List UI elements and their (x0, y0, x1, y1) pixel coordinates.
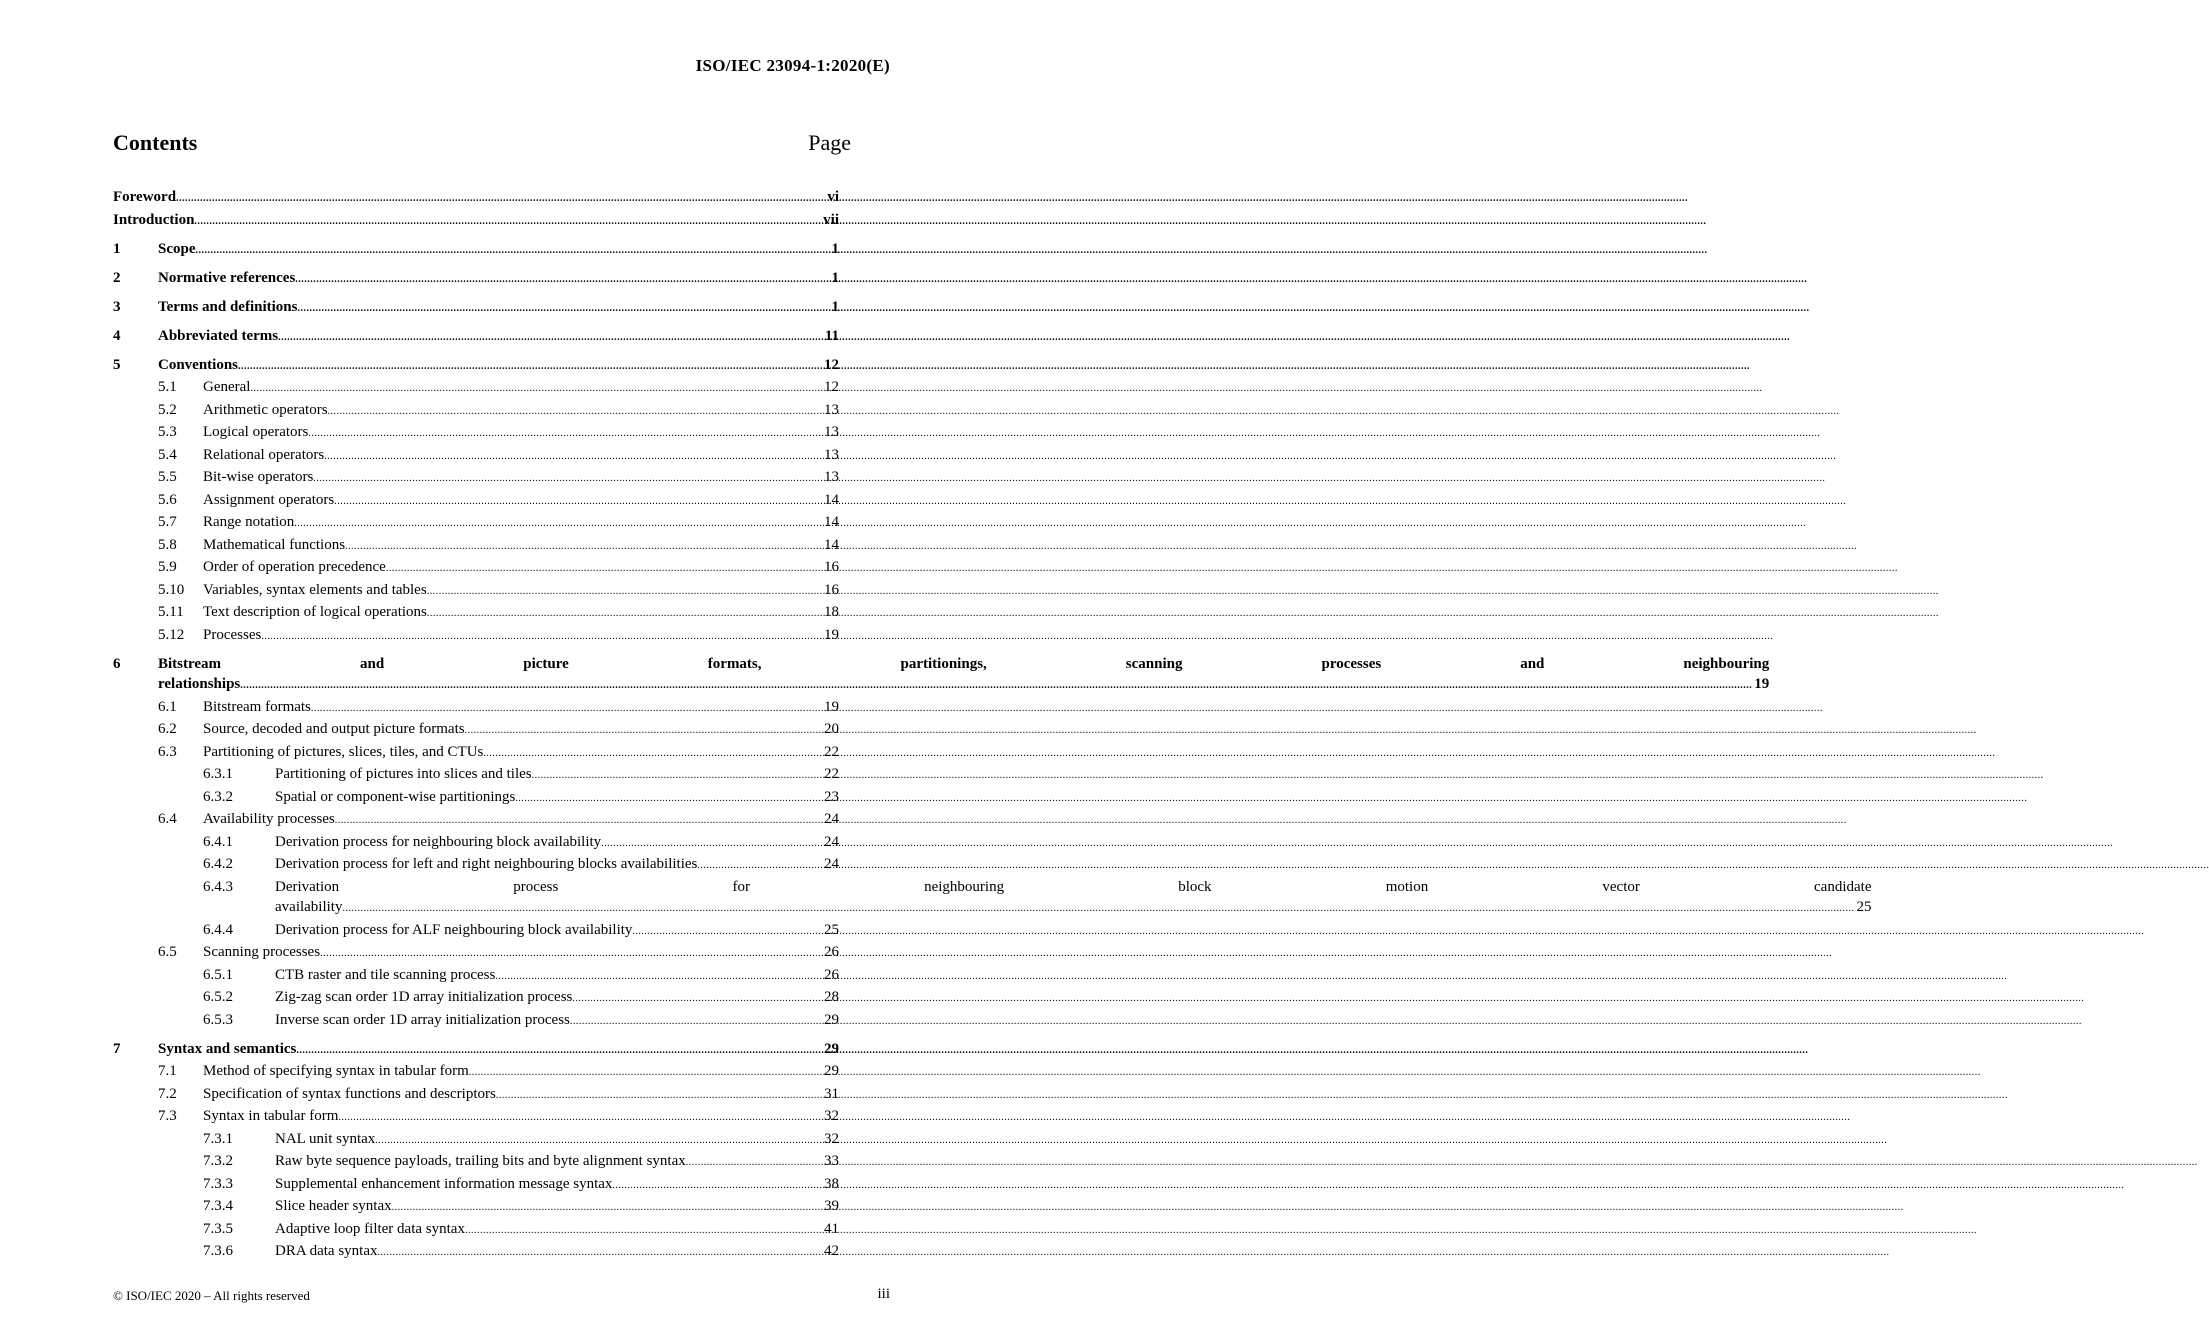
toc-entry[interactable] (113, 987, 839, 1010)
toc-entry-page: 38 (824, 1175, 839, 1192)
toc-entry-page: 12 (824, 379, 839, 395)
toc-entry-number: 7.3.5 (203, 1220, 233, 1237)
toc-entry-title: Normative references (158, 269, 296, 286)
toc-entry[interactable] (113, 1039, 839, 1062)
toc-entry-page: 32 (824, 1130, 839, 1147)
toc-entry-title: Scanning processes (203, 944, 321, 960)
toc-leader-dots (297, 299, 829, 320)
toc-leader-dots (465, 1221, 822, 1242)
contents-title-row (113, 130, 851, 162)
toc-entry[interactable] (113, 400, 839, 423)
toc-entry-page: 16 (824, 581, 839, 598)
toc-leader-dots (296, 1041, 822, 1062)
toc-entry-title: CTB raster and tile scanning process (275, 966, 496, 983)
toc-entry-page: vi (827, 189, 839, 205)
toc-entry[interactable] (113, 942, 839, 965)
toc-entry-page: 14 (824, 514, 839, 530)
toc-leader-dots (378, 1243, 823, 1264)
toc-entry-title: Text description of logical operations (203, 604, 427, 620)
toc-entry[interactable] (113, 625, 839, 648)
toc-entry-title: Scope (158, 240, 196, 257)
toc-entry[interactable] (113, 326, 839, 349)
toc-entry-title: Foreword (113, 189, 177, 205)
toc-entry-number: 7 (113, 1040, 121, 1057)
toc-entry-title: Mathematical functions (203, 536, 346, 553)
toc-entry-title: Partitioning of pictures into slices and tiles (275, 766, 532, 782)
toc-entry[interactable] (113, 1084, 839, 1107)
toc-entry-page: 14 (824, 491, 839, 508)
toc-entry[interactable] (113, 557, 839, 580)
toc-entry-number: 6.5 (158, 944, 177, 960)
toc-entry[interactable] (113, 210, 839, 233)
toc-entry-title: Bitstream formats (203, 698, 311, 715)
toc-entry[interactable] (113, 445, 839, 468)
toc-entry-title: Zig-zag scan order 1D array initialization process (275, 989, 573, 1005)
toc-leader-dots (335, 811, 822, 832)
toc-entry[interactable] (113, 742, 839, 765)
toc-entry-title: Terms and definitions (158, 298, 298, 315)
toc-entry-number: 5.9 (158, 559, 177, 575)
toc-entry-title: Bitstream and picture formats, partitionings, scanning processes and neighbouring (158, 655, 1770, 672)
toc-entry-number: 7.3.2 (203, 1153, 233, 1169)
page-number: iii (877, 1286, 890, 1302)
toc-leader-dots (308, 424, 822, 445)
toc-entry-title: Conventions (158, 356, 239, 373)
toc-entry-page: 29 (824, 1040, 839, 1057)
toc-entry-number: 4 (113, 327, 121, 344)
toc-entry-page: 24 (824, 833, 839, 850)
toc-entry-number: 5.5 (158, 469, 177, 485)
toc-entry-page: 1 (831, 298, 839, 315)
toc-entry-number: 6.4.2 (203, 856, 233, 872)
toc-leader-dots (342, 899, 1854, 920)
page-column-heading: Page (808, 130, 851, 155)
toc-leader-dots (238, 357, 822, 378)
toc-entry-page: 26 (824, 966, 839, 983)
toc-entry-title: Availability processes (203, 811, 335, 827)
toc-entry-page: 19 (824, 626, 839, 643)
toc-entry[interactable] (113, 422, 839, 445)
toc-entry-title: General (203, 379, 251, 395)
toc-entry-title: Arithmetic operators (203, 401, 328, 418)
toc-leader-dots (469, 1063, 822, 1084)
toc-entry-title: Supplemental enhancement information message syntax (275, 1175, 613, 1192)
toc-leader-dots (483, 744, 822, 765)
toc-entry-number: 6.3.1 (203, 766, 233, 782)
toc-entry-number: 7.3.4 (203, 1198, 233, 1214)
toc-entry-page: 24 (824, 811, 839, 827)
toc-leader-dots (324, 447, 822, 468)
table-of-contents (113, 187, 1872, 1264)
toc-entry-number: 5.7 (158, 514, 177, 530)
toc-leader-dots (240, 676, 1752, 697)
toc-entry[interactable] (113, 268, 839, 291)
toc-entry-title: Adaptive loop filter data syntax (275, 1220, 465, 1237)
toc-entry-title: Syntax in tabular form (203, 1108, 339, 1124)
toc-entry[interactable] (113, 697, 839, 720)
toc-entry-page: 26 (824, 944, 839, 960)
toc-leader-dots (345, 537, 822, 558)
toc-entry-page: 1 (831, 240, 839, 257)
toc-entry[interactable] (113, 832, 839, 855)
toc-entry-page: 11 (824, 327, 839, 344)
toc-entry[interactable] (113, 467, 839, 490)
toc-entry-title: Syntax and semantics (158, 1040, 297, 1057)
toc-entry-title: Variables, syntax elements and tables (203, 581, 427, 598)
toc-entry[interactable] (113, 512, 839, 535)
toc-entry-number: 6.3.2 (203, 788, 233, 805)
toc-entry[interactable] (113, 1061, 839, 1084)
toc-entry-page: 19 (1754, 676, 1770, 692)
toc-entry-number: 7.3.3 (203, 1175, 233, 1192)
toc-entry-page: 13 (824, 446, 839, 463)
toc-entry-number: 6.5.2 (203, 989, 233, 1005)
toc-entry-title: Derivation process for neighbouring block motion vector candidate (275, 878, 1872, 895)
toc-entry-page: 24 (824, 856, 839, 872)
toc-entry-number: 7.2 (158, 1085, 177, 1102)
toc-entry[interactable] (113, 239, 839, 262)
toc-leader-dots (250, 379, 822, 400)
toc-leader-dots (515, 789, 822, 810)
toc-entry[interactable] (113, 654, 1770, 697)
toc-entry[interactable] (113, 297, 839, 320)
toc-entry-page: 32 (824, 1108, 839, 1124)
toc-entry-title: Spatial or component-wise partitionings (275, 788, 516, 805)
toc-entry-title-continued: relationships (158, 676, 241, 692)
toc-entry-number: 6.4 (158, 811, 177, 827)
toc-entry-number: 6.4.3 (203, 878, 233, 895)
toc-entry-page: 29 (824, 1063, 839, 1079)
toc-leader-dots (311, 699, 822, 720)
toc-entry-title: Abbreviated terms (158, 327, 279, 344)
toc-entry-page: vii (823, 211, 839, 228)
toc-entry-page: 12 (824, 356, 839, 373)
toc-leader-dots (686, 1153, 822, 1174)
toc-leader-dots (392, 1198, 822, 1219)
document-header: ISO/IEC 23094-1:2020(E) (695, 56, 890, 75)
toc-entry[interactable] (113, 787, 839, 810)
toc-entry[interactable] (113, 580, 839, 603)
toc-entry-number: 6.4.1 (203, 833, 233, 850)
toc-leader-dots (465, 721, 822, 742)
toc-entry-number: 5 (113, 356, 121, 373)
toc-entry[interactable] (113, 1219, 839, 1242)
toc-entry[interactable] (113, 854, 839, 877)
toc-entry[interactable] (113, 535, 839, 558)
toc-entry-title: NAL unit syntax (275, 1130, 376, 1147)
toc-entry-page: 22 (824, 743, 839, 760)
toc-leader-dots (294, 514, 822, 535)
toc-entry-title: Range notation (203, 514, 295, 530)
toc-entry-number: 6.5.3 (203, 1011, 233, 1028)
toc-entry-page: 23 (824, 788, 839, 805)
toc-entry-page: 14 (824, 536, 839, 553)
toc-entry-number: 5.4 (158, 446, 177, 463)
toc-entry-title: Partitioning of pictures, slices, tiles, and CTUs (203, 743, 484, 760)
toc-leader-dots (570, 1012, 822, 1033)
toc-entry-title: Relational operators (203, 446, 325, 463)
toc-entry-title: DRA data syntax (275, 1243, 378, 1259)
toc-entry[interactable] (113, 719, 839, 742)
toc-entry-number: 2 (113, 269, 121, 286)
toc-entry-title: Inverse scan order 1D array initialization process (275, 1011, 570, 1028)
toc-leader-dots (196, 241, 830, 262)
toc-entry-page: 29 (824, 1011, 839, 1028)
copyright-footer: © ISO/IEC 2020 – All rights reserved (113, 1288, 310, 1303)
toc-leader-dots (313, 469, 822, 490)
toc-entry[interactable] (113, 1174, 839, 1197)
toc-entry-number: 5.11 (158, 604, 184, 620)
toc-entry-number: 5.8 (158, 536, 177, 553)
toc-entry-title: Derivation process for left and right neighbouring blocks availabilities (275, 856, 698, 872)
toc-entry-title: Assignment operators (203, 491, 335, 508)
toc-entry-number: 7.3.1 (203, 1130, 233, 1147)
toc-leader-dots (328, 402, 822, 423)
toc-entry[interactable] (113, 764, 839, 787)
toc-entry-page: 39 (824, 1198, 839, 1214)
toc-entry-title-continued: availability (275, 899, 343, 915)
toc-entry-number: 6.3 (158, 743, 177, 760)
toc-entry-number: 1 (113, 240, 121, 257)
toc-entry-number: 6.5.1 (203, 966, 233, 983)
toc-leader-dots (495, 967, 822, 988)
toc-entry-title: Logical operators (203, 424, 309, 440)
toc-leader-dots (572, 989, 822, 1010)
toc-entry[interactable] (113, 1106, 839, 1129)
toc-entry[interactable] (113, 377, 839, 400)
toc-entry-page: 22 (824, 766, 839, 782)
toc-entry-number: 6 (113, 655, 121, 672)
toc-entry-page: 1 (831, 269, 839, 286)
toc-entry[interactable] (113, 1196, 839, 1219)
toc-entry-title: Introduction (113, 211, 195, 228)
toc-entry-number: 6.1 (158, 698, 177, 715)
toc-entry-number: 7.3.6 (203, 1243, 233, 1259)
toc-entry-page: 31 (824, 1085, 839, 1102)
toc-entry-number: 5.1 (158, 379, 177, 395)
toc-entry-title: Slice header syntax (275, 1198, 392, 1214)
toc-entry[interactable] (113, 965, 839, 988)
toc-entry-number: 5.10 (158, 581, 185, 598)
toc-entry-title: Method of specifying syntax in tabular form (203, 1063, 469, 1079)
toc-entry-number: 5.6 (158, 491, 177, 508)
toc-leader-dots (601, 834, 822, 855)
toc-leader-dots (295, 270, 829, 291)
toc-entry[interactable] (113, 877, 1872, 920)
toc-leader-dots (496, 1086, 822, 1107)
toc-entry-number: 6.4.4 (203, 921, 233, 938)
toc-entry[interactable] (113, 602, 839, 625)
toc-leader-dots (532, 766, 822, 787)
toc-leader-dots (632, 922, 822, 943)
toc-entry[interactable] (113, 1241, 839, 1264)
toc-entry-number: 7.1 (158, 1063, 177, 1079)
toc-leader-dots (261, 627, 822, 648)
toc-entry[interactable] (113, 355, 839, 378)
toc-entry-title: Bit-wise operators (203, 469, 314, 485)
toc-entry-title: Derivation process for neighbouring block availability (275, 833, 602, 850)
toc-entry-page: 42 (824, 1243, 839, 1259)
toc-leader-dots (427, 582, 822, 603)
toc-entry-title: Source, decoded and output picture formats (203, 721, 465, 737)
toc-entry[interactable] (113, 187, 839, 210)
toc-entry-number: 3 (113, 298, 121, 315)
toc-entry-page: 16 (824, 559, 839, 575)
toc-entry[interactable] (113, 1010, 839, 1033)
toc-leader-dots (386, 559, 822, 580)
toc-leader-dots (320, 944, 822, 965)
toc-leader-dots (697, 856, 822, 877)
toc-entry-page: 18 (824, 604, 839, 620)
toc-entry-page: 20 (824, 721, 839, 737)
toc-entry-number: 5.12 (158, 626, 185, 643)
toc-entry-page: 13 (824, 401, 839, 418)
toc-entry-page: 13 (824, 424, 839, 440)
toc-entry-number: 7.3 (158, 1108, 177, 1124)
toc-entry-page: 28 (824, 989, 839, 1005)
toc-leader-dots (375, 1131, 822, 1152)
toc-entry-page: 13 (824, 469, 839, 485)
toc-entry[interactable] (113, 1129, 839, 1152)
toc-entry-page: 25 (824, 921, 839, 938)
toc-entry[interactable] (113, 490, 839, 513)
toc-leader-dots (334, 492, 822, 513)
toc-entry-page: 33 (824, 1153, 839, 1169)
toc-entry-title: Processes (203, 626, 262, 643)
toc-entry-page: 41 (824, 1220, 839, 1237)
toc-entry[interactable] (113, 809, 839, 832)
toc-leader-dots (427, 604, 822, 625)
toc-entry-page: 25 (1856, 899, 1872, 915)
toc-entry-number: 5.3 (158, 424, 177, 440)
toc-leader-dots (278, 328, 823, 349)
toc-entry-number: 5.2 (158, 401, 177, 418)
toc-entry-title: Derivation process for ALF neighbouring block availability (275, 921, 633, 938)
toc-entry-title: Raw byte sequence payloads, trailing bits and byte alignment syntax (275, 1153, 686, 1169)
toc-leader-dots (338, 1108, 822, 1129)
toc-leader-dots (176, 189, 825, 210)
toc-entry-title: Order of operation precedence (203, 559, 386, 575)
toc-entry-page: 19 (824, 698, 839, 715)
toc-entry[interactable] (113, 920, 839, 943)
contents-heading: Contents (113, 130, 198, 155)
toc-leader-dots (612, 1176, 822, 1197)
toc-entry-title: Specification of syntax functions and descriptors (203, 1085, 496, 1102)
toc-entry-number: 6.2 (158, 721, 177, 737)
toc-entry[interactable] (113, 1151, 839, 1174)
toc-leader-dots (194, 212, 821, 233)
